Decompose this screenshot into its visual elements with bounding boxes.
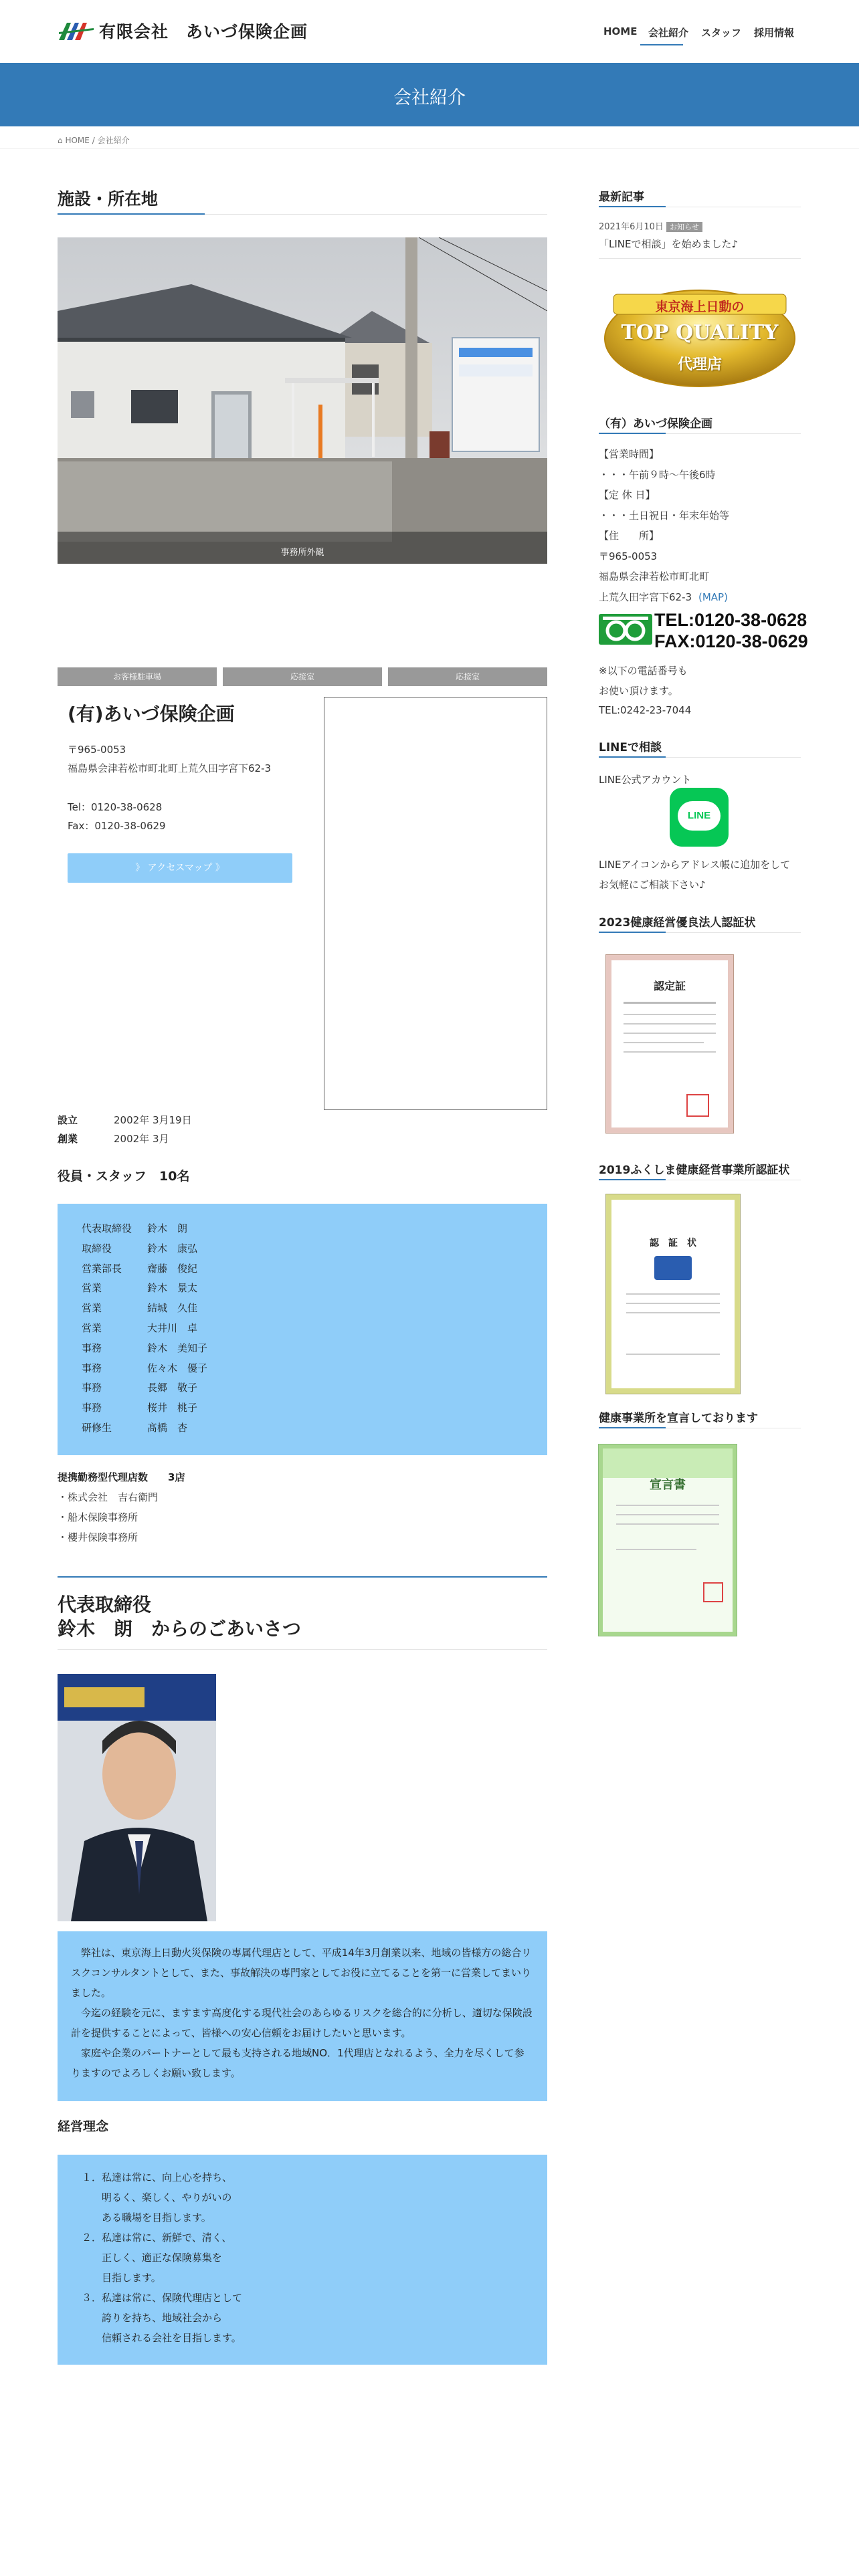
section-divider (58, 1576, 547, 1578)
divider-accent (599, 932, 666, 933)
staff-title: 営業 (82, 1302, 102, 1315)
partner-item: ・船木保険事務所 (58, 1511, 138, 1523)
line-note: お気軽にご相談下さい♪ (599, 879, 706, 891)
home-icon: ⌂ (58, 136, 63, 145)
badge-line-1: 東京海上日動の (655, 300, 745, 314)
note-line: お使い頂けます。 (599, 685, 678, 697)
cert3-heading: 健康事業所を宣言しております (599, 1412, 758, 1425)
staff-name: 鈴木 景太 (147, 1282, 198, 1295)
badge-line-2: TOP QUALITY (621, 321, 779, 344)
staff-name: 佐々木 優子 (147, 1362, 208, 1374)
nav-company[interactable]: 会社紹介 (648, 27, 689, 39)
access-map-button[interactable]: 》 アクセスマップ 》 (68, 853, 292, 883)
philosophy-line: １．私達は常に、向上心を持ち、 (82, 2171, 233, 2183)
post-date-text: 2021年6月10日 (599, 222, 664, 232)
greeting-heading-2: 鈴木 朗 からのごあいさつ (58, 1618, 302, 1640)
post-date (599, 219, 702, 232)
breadcrumb (58, 134, 130, 146)
cert2-heading: 2019ふくしま健康経営事業所認証状 (599, 1164, 790, 1177)
staff-name: 鈴木 朗 (147, 1222, 188, 1235)
nav-home[interactable]: HOME (603, 25, 638, 37)
staff-box (58, 1204, 547, 1455)
divider-accent (599, 1179, 666, 1180)
divider-accent (599, 756, 666, 758)
greeting-paragraph: 家庭や企業のパートナーとして最も支持される地域NO．1代理店となれるよう、全力を尽くして参りますのでよろしくお願い致します。 (71, 2047, 524, 2079)
divider-accent (599, 433, 666, 434)
address: 福島県会津若松市町北町上荒久田字宮下62-3 (68, 762, 272, 774)
greeting-text (71, 1943, 534, 2083)
founded-label: 創業 (58, 1133, 78, 1145)
founded-date: 2002年 3月 (114, 1133, 169, 1145)
cert1-heading: 2023健康経営優良法人認証状 (599, 916, 756, 930)
divider (58, 1649, 547, 1650)
page-banner (0, 63, 859, 126)
line-heading: LINEで相談 (599, 741, 662, 754)
line-icon-label: LINE (687, 810, 711, 821)
staff-name: 大井川 卓 (147, 1322, 198, 1334)
divider-accent (599, 1427, 666, 1428)
nav-active-indicator (640, 44, 683, 45)
staff-name: 長郷 敬子 (147, 1382, 198, 1394)
staff-title: 研修生 (82, 1422, 112, 1434)
philosophy-line: ３．私達は常に、保険代理店として (82, 2292, 243, 2304)
facility-heading: 施設・所在地 (58, 189, 159, 209)
note-line: ※以下の電話番号も (599, 665, 688, 677)
fax-number-large: FAX:0120-38-0629 (654, 631, 808, 651)
staff-title: 営業 (82, 1322, 102, 1334)
staff-title: 事務 (82, 1402, 102, 1414)
established-date: 2002年 3月19日 (114, 1114, 192, 1126)
partners-heading: 提携勤務型代理店数 3店 (58, 1471, 185, 1483)
cert1-title: 認定証 (653, 980, 686, 992)
staff-title: 事務 (82, 1341, 102, 1354)
line-icon[interactable] (670, 788, 729, 847)
greeting-heading-1: 代表取締役 (58, 1594, 152, 1616)
thumb-reception-1[interactable]: 応接室 (223, 667, 382, 686)
partner-item: ・櫻井保険事務所 (58, 1531, 138, 1543)
post-category-badge[interactable]: お知らせ (666, 222, 702, 232)
post-title-link[interactable]: 「LINEで相談」を始めました♪ (599, 238, 739, 250)
page-title: 会社紹介 (393, 88, 466, 108)
cert3-title: 宣言書 (650, 1478, 686, 1492)
philosophy-line: ２．私達は常に、新鮮で、清く、 (82, 2232, 232, 2244)
site-title[interactable]: 有限会社 あいづ保険企画 (99, 22, 308, 41)
philosophy-line: 明るく、楽しく、やりがいの (82, 2191, 232, 2204)
company-detail-line: 【定 休 日】 (599, 489, 656, 501)
philosophy-line: 目指します。 (82, 2272, 161, 2284)
company-detail-line: 上荒久田字宮下62-3 (599, 591, 692, 603)
line-account-label: LINE公式アカウント (599, 774, 692, 786)
photo-caption: 事務所外観 (280, 548, 324, 558)
breadcrumb-divider (0, 148, 859, 149)
thumb-parking[interactable]: お客様駐車場 (58, 667, 217, 686)
company-detail-line: ・・・午前９時〜午後6時 (599, 468, 716, 481)
freedial-icon (599, 614, 652, 645)
breadcrumb-home[interactable]: HOME (65, 136, 90, 145)
staff-title: 営業 (82, 1282, 102, 1295)
fax: Fax：0120-38-0629 (68, 820, 166, 832)
cert2-title: 認 証 状 (650, 1238, 696, 1249)
president-photo (58, 1674, 216, 1921)
company-detail-line: ・・・土日祝日・年末年始等 (599, 509, 730, 522)
nav-staff[interactable]: スタッフ (701, 27, 742, 39)
staff-name: 桜井 桃子 (147, 1402, 198, 1414)
staff-title: 営業部長 (82, 1262, 122, 1275)
tel-number-large[interactable]: TEL:0120-38-0628 (654, 610, 807, 630)
company-detail-line: 〒965-0053 (599, 550, 658, 562)
philosophy-heading: 経営理念 (58, 2119, 109, 2134)
staff-name: 鈴木 康弘 (147, 1242, 198, 1255)
company-detail-line: 福島県会津若松市町北町 (599, 570, 710, 582)
philosophy-line: ある職場を目指します。 (82, 2212, 211, 2224)
cert3-image[interactable] (599, 1444, 737, 1636)
cert2-image[interactable] (606, 1194, 740, 1394)
company-detail-line: 【住 所】 (599, 530, 660, 542)
staff-title: 事務 (82, 1362, 102, 1374)
postal-code: 〒965-0053 (68, 744, 126, 756)
badge-line-3: 代理店 (677, 356, 722, 373)
president-portrait (58, 1674, 216, 1921)
top-quality-badge[interactable] (599, 280, 801, 391)
philosophy-line: 正しく、適正な保険募集を (82, 2252, 222, 2264)
established-label: 設立 (58, 1114, 78, 1126)
company-detail-line: 【営業時間】 (599, 448, 660, 460)
divider (599, 258, 801, 259)
line-note: LINEアイコンからアドレス帳に追加をして (599, 859, 791, 871)
staff-title: 取締役 (82, 1242, 112, 1255)
staff-name: 結城 久佳 (147, 1302, 198, 1315)
company-name: (有)あいづ保険企画 (68, 703, 235, 725)
staff-name: 齋藤 俊紀 (147, 1262, 198, 1275)
tel: Tel：0120-38-0628 (68, 801, 163, 813)
staff-heading: 役員・スタッフ 10名 (58, 1169, 190, 1184)
thumb-reception-2[interactable]: 応接室 (388, 667, 547, 686)
office-photo[interactable] (58, 237, 547, 564)
staff-title: 代表取締役 (82, 1222, 132, 1235)
greeting-paragraph: 今迄の経験を元に、ますます高度化する現代社会のあらゆるリスクを総合的に分析し、適切な保険設計を提供することによって、皆様への安心信頼をお届けしたいと思います。 (71, 2007, 533, 2039)
office-illustration (58, 237, 547, 564)
philosophy-line: 信頼される会社を目指します。 (82, 2332, 242, 2344)
map-frame[interactable] (324, 697, 547, 1110)
partner-item: ・株式会社 吉右衛門 (58, 1491, 159, 1503)
site-header (0, 0, 859, 63)
greeting-paragraph: 弊社は、東京海上日動火災保険の専属代理店として、平成14年3月創業以来、地域の皆様方の総合リスクコンサルタントとして、また、事故解決の専門家としてお役に立てることを第一に営業してまいりました。 (71, 1947, 532, 1999)
logo-icon[interactable] (58, 20, 95, 41)
staff-name: 髙橋 杏 (147, 1422, 188, 1434)
divider-accent (599, 206, 666, 207)
breadcrumb-separator: / (92, 136, 95, 145)
note-line: TEL:0242-23-7044 (599, 704, 692, 716)
divider-accent (58, 213, 205, 215)
staff-name: 鈴木 美知子 (147, 1341, 208, 1354)
company-heading: （有）あいづ保険企画 (599, 417, 712, 431)
breadcrumb-current: 会社紹介 (97, 136, 130, 145)
nav-recruit[interactable]: 採用情報 (754, 27, 795, 39)
philosophy-line: 誇りを持ち、地域社会から (82, 2312, 223, 2324)
staff-title: 事務 (82, 1382, 102, 1394)
map-link[interactable]: (MAP) (698, 591, 728, 603)
recent-posts-heading: 最新記事 (599, 191, 644, 204)
cert1-image[interactable] (606, 955, 733, 1133)
